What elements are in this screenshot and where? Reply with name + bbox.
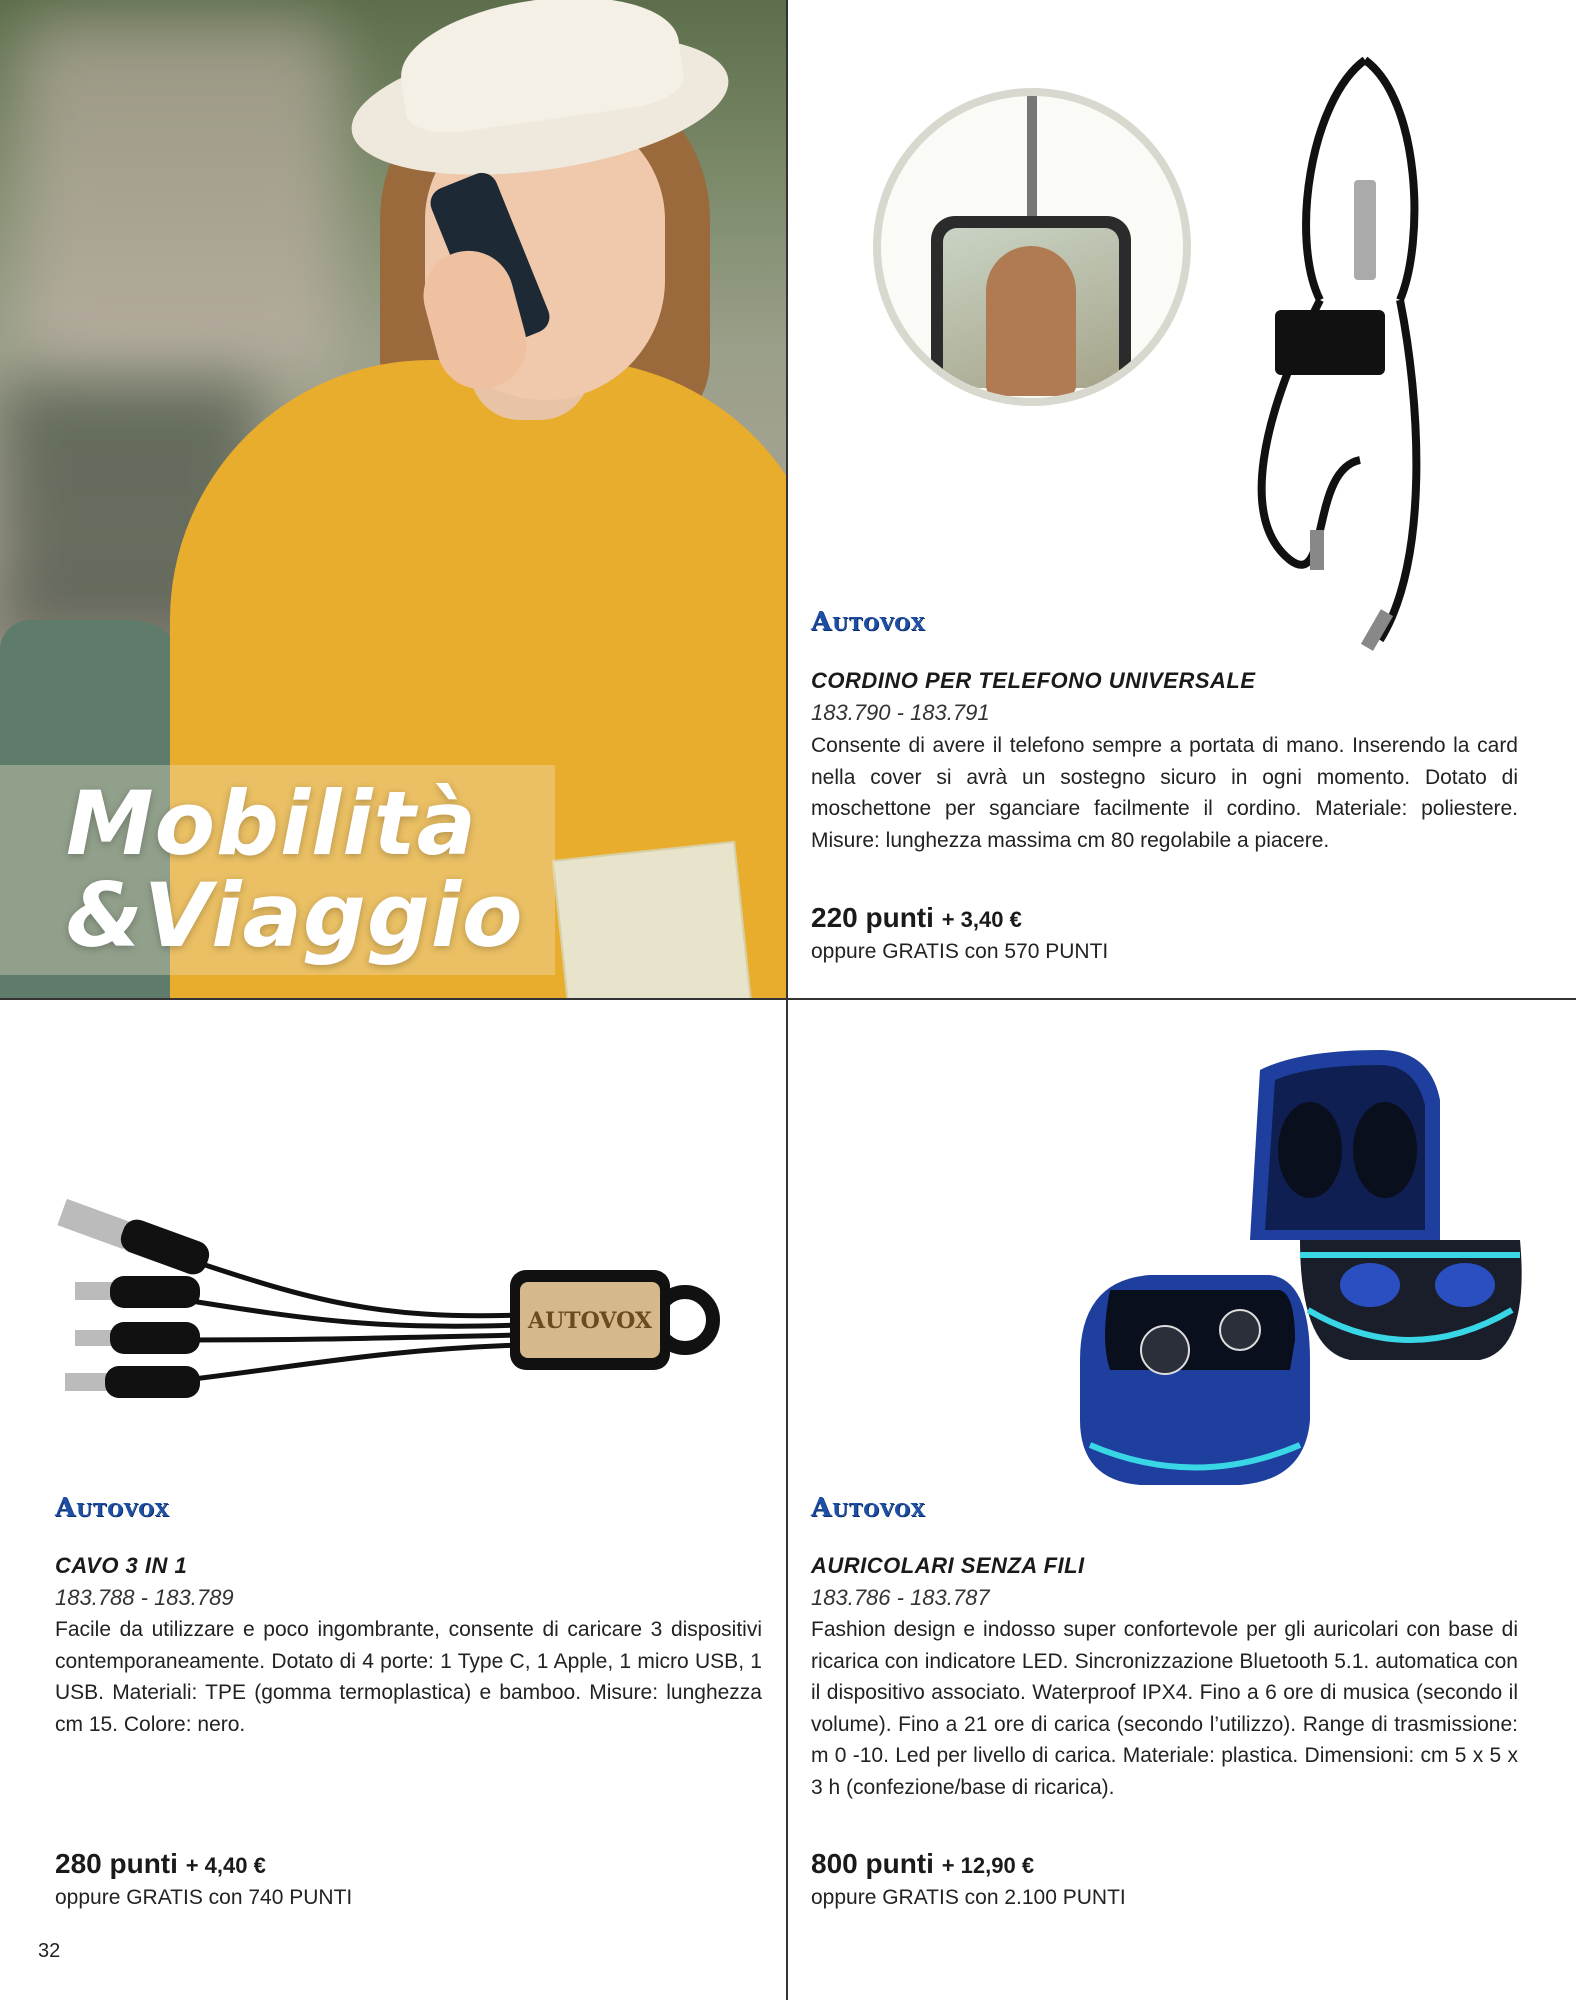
lanyard-detail-circle [873, 88, 1191, 406]
alt-offer: oppure GRATIS con 2.100 PUNTI [811, 1886, 1126, 1909]
section-title-line1: Mobilità [66, 772, 477, 875]
paper-map [552, 841, 752, 998]
price-extra: + 3,40 € [941, 907, 1022, 932]
price-extra: + 4,40 € [185, 1853, 266, 1878]
cable-image [50, 1190, 720, 1420]
price-extra: + 12,90 € [941, 1853, 1035, 1878]
product-description: Fashion design e indosso super confortevole per gli auricolari con base di ricarica con indicatore LED. Sincronizzazione Bluetooth 5.1. automatica con il dispositivo associato. Waterproof IPX4. Fino a 6 ore di musica (secondo il volume). Fino a 21 ore di carica (secondo l’utilizzo). Range di trasmissione: m 0 -10. Led per livello di carica. Materiale: plastica. Dimensioni: cm 5 x 5 x 3 h (confezione/base di ricarica). [811, 1618, 1518, 1799]
hero-photo [0, 0, 786, 998]
price-points: 220 punti [811, 902, 934, 933]
product-title: AURICOLARI SENZA FILI [811, 1553, 1085, 1578]
lanyard-strap [1027, 96, 1037, 216]
brand-logo: Autovox [811, 1493, 926, 1523]
product-title: CORDINO PER TELEFONO UNIVERSALE [811, 668, 1256, 693]
horizontal-divider [0, 998, 1576, 1000]
product-codes: 183.788 - 183.789 [55, 1585, 234, 1610]
product-title: CAVO 3 IN 1 [55, 1553, 188, 1578]
section-title [66, 772, 524, 967]
background-blur [20, 20, 340, 380]
brand-logo: Autovox [811, 607, 926, 637]
phone-screen-person [986, 246, 1076, 396]
product-description: Consente di avere il telefono sempre a portata di mano. Inserendo la card nella cover si avrà un sostegno sicuro in ogni momento. Dotato di moschettone per sganciare facilmente il cordino. Materiale: poliestere. Misure: lunghezza massima cm 80 regolabile a piacere. [811, 734, 1518, 852]
price-points: 280 punti [55, 1848, 178, 1879]
lanyard-image [1250, 40, 1480, 660]
section-title-line2: &Viaggio [66, 864, 524, 967]
earbuds-image [1060, 1040, 1540, 1500]
product-description: Facile da utilizzare e poco ingombrante, consente di caricare 3 dispositivi contemporaneamente. Dotato di 4 porte: 1 Type C, 1 Apple, 1 micro USB, 1 USB. Materiali: TPE (gomma termoplastica) e bamboo. Misure: lunghezza cm 15. Colore: nero. [55, 1618, 762, 1736]
brand-logo: Autovox [55, 1493, 170, 1523]
product-price [811, 1848, 1034, 1880]
product-price [811, 902, 1022, 934]
product-codes: 183.786 - 183.787 [811, 1585, 990, 1610]
alt-offer: oppure GRATIS con 570 PUNTI [811, 940, 1109, 963]
product-codes: 183.790 - 183.791 [811, 700, 990, 725]
svg-text:AUTOVOX: AUTOVOX [528, 1308, 652, 1334]
vertical-divider [786, 0, 788, 2000]
price-points: 800 punti [811, 1848, 934, 1879]
page-number: 32 [38, 1940, 61, 1962]
product-price [55, 1848, 266, 1880]
alt-offer: oppure GRATIS con 740 PUNTI [55, 1886, 353, 1909]
